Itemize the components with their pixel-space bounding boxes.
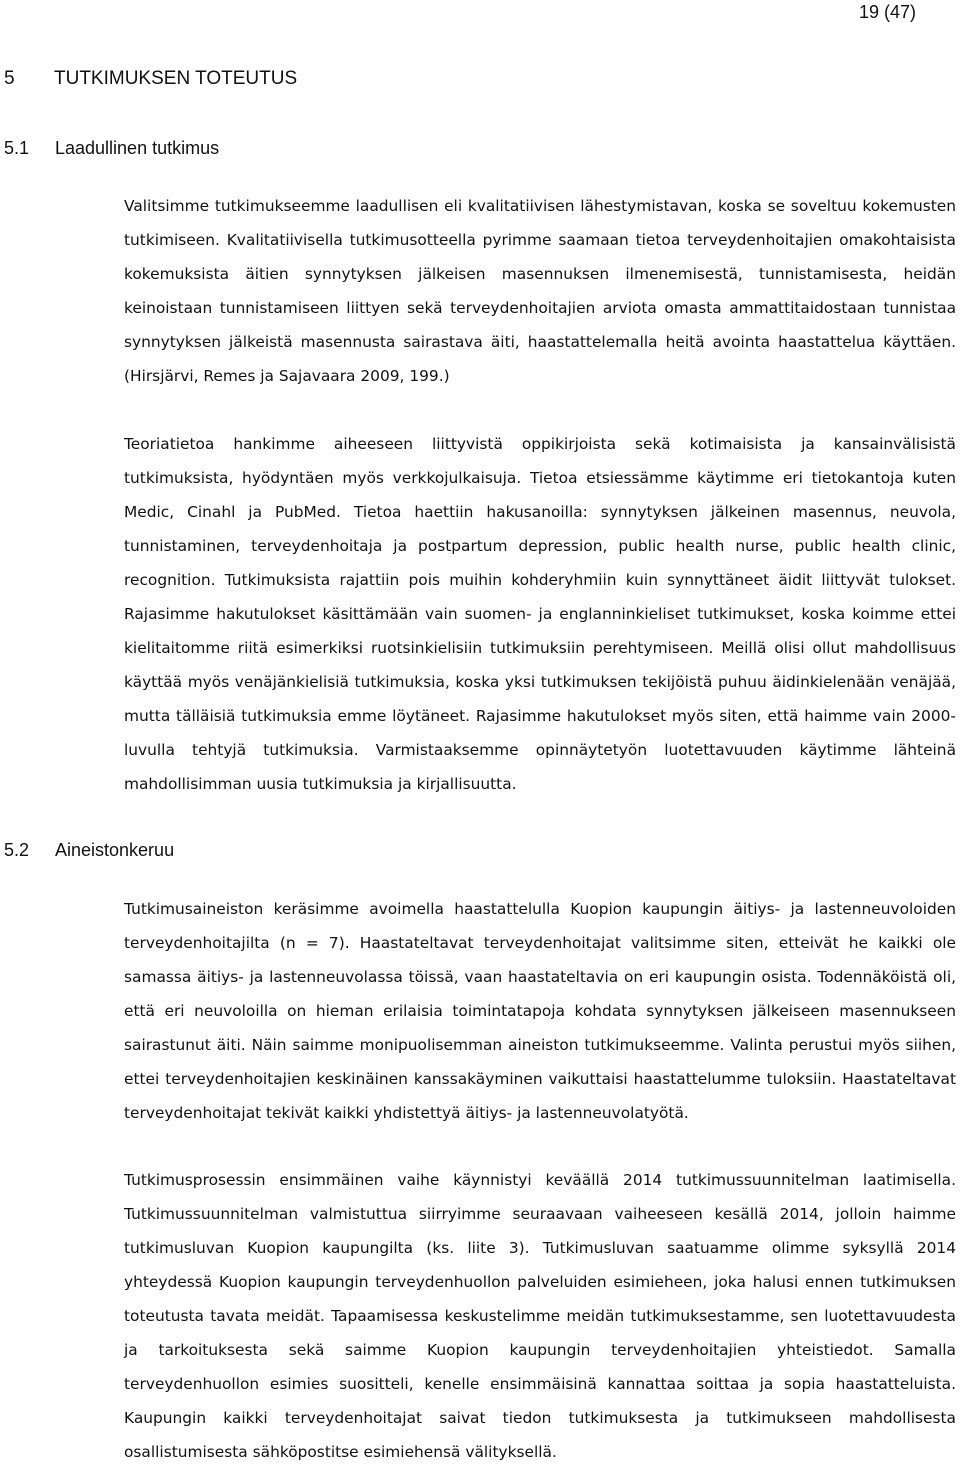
paragraph-theory-search: Teoriatietoa hankimme aiheeseen liittyvistä oppikirjoista sekä kotimaisista ja kansainvälisistä tutkimuksista, hyödyntäen myös verkkojulkaisuja. Tietoa etsiessämme käytimme eri tietokantoja kuten Medic, Cinahl ja PubMed. Tietoa haettiin hakusanoilla: synnytyksen jälkeinen masennus, neuvola, tunnistaminen, terveydenhoitaja ja postpartum depression, public health nurse, public health clinic, recognition. Tutkimuksista rajattiin pois muihin kohderyhmiin kuin synnyttäneet äidit liittyvät tulokset. Rajasimme hakutulokset käsittämään vain suomen- ja englanninkieliset tutkimukset, koska koimme ettei kielitaitomme riitä esimerkiksi ruotsinkielisiin tutkimuksiin perehtymiseen. Meillä olisi ollut mahdollisuus käyttää myös venäjänkielisiä tutkimuksia, koska yksi tutkimuksen tekijöistä puhuu äidinkielenään venäjää, mutta tälläisiä tutkimuksia emme löytäneet. Rajasimme hakutulokset myös siten, että haimme vain 2000-luvulla tehtyjä tutkimuksia. Varmistaaksemme opinnäytetyön luotettavuuden käytimme lähteinä mahdollisimman uusia tutkimuksia ja kirjallisuutta.	[124, 435, 956, 793]
section-title: Aineistonkeruu	[55, 840, 175, 860]
paragraph-data-collection: Tutkimusaineiston keräsimme avoimella haastattelulla Kuopion kaupungin äitiys- ja lastenneuvoloiden terveydenhoitajilta (n = 7). Haastateltavat terveydenhoitajat valitsimme siten, etteivät he kaikki ole samassa äitiys- ja lastenneuvolassa töissä, vaan haastateltavia on eri kaupungin osista. Todennäköistä oli, että eri neuvoloilla on hieman erilaisia toimintatapoja kohdata synnytyksen jälkeiseen masennukseen sairastunut äiti. Näin saimme monipuolisemman aineiston tutkimukseemme. Valinta perustui myös siihen, ettei terveydenhoitajien keskinäinen kanssakäyminen vaikuttaisi haastattelumme tuloksiin. Haastateltavat terveydenhoitajat tekivät kaikki yhdistettyä äitiys- ja lastenneuvolatyötä.	[124, 900, 956, 1122]
page-number: 19 (47)	[858, 2, 916, 22]
chapter-title: TUTKIMUKSEN TOTEUTUS	[54, 68, 298, 89]
section-number: 5.2	[4, 840, 30, 860]
section-title: Laadullinen tutkimus	[55, 138, 220, 158]
section-number: 5.1	[4, 138, 30, 158]
paragraph-method: Valitsimme tutkimukseemme laadullisen eli kvalitatiivisen lähestymistavan, koska se soveltuu kokemusten tutkimiseen. Kvalitatiivisella tutkimusotteella pyrimme saamaan tietoa terveydenhoitajien omakohtaisista kokemuksista äitien synnytyksen jälkeisen masennuksen ilmenemisestä, tunnistamisesta, heidän keinoistaan tunnistamiseen liittyen sekä terveydenhoitajien arviota omasta ammattitaidostaan tunnistaa synnytyksen jälkeistä masennusta sairastava äiti, haastattelemalla heitä avointa haastattelua käyttäen. (Hirsjärvi, Remes ja Sajavaara 2009, 199.)	[124, 197, 956, 385]
chapter-heading	[4, 68, 297, 90]
section-heading-5-1	[4, 138, 219, 159]
paragraph-research-process: Tutkimusprosessin ensimmäinen vaihe käynnistyi keväällä 2014 tutkimussuunnitelman laatimisella. Tutkimussuunnitelman valmistuttua siirryimme seuraavaan vaiheeseen kesällä 2014, jolloin haimme tutkimusluvan Kuopion kaupungilta (ks. liite 3). Tutkimusluvan saatuamme olimme syksyllä 2014 yhteydessä Kuopion kaupungin terveydenhuollon palveluiden esimieheen, joka halusi ennen tutkimuksen toteutusta tavata meidät. Tapaamisessa keskustelimme meidän tutkimuksestamme, sen luotettavuudesta ja tarkoituksesta sekä saimme Kuopion kaupungin terveydenhoitajien yhteistiedot. Samalla terveydenhuollon esimies suositteli, kenelle ensimmäisinä kannattaa soittaa ja sopia haastatteluista. Kaupungin kaikki terveydenhoitajat saivat tiedon tutkimuksesta ja tutkimukseen mahdollisesta osallistumisesta sähköpostitse esimiehensä välityksellä.	[124, 1171, 956, 1461]
section-heading-5-2	[4, 840, 174, 861]
chapter-number: 5	[4, 68, 15, 89]
